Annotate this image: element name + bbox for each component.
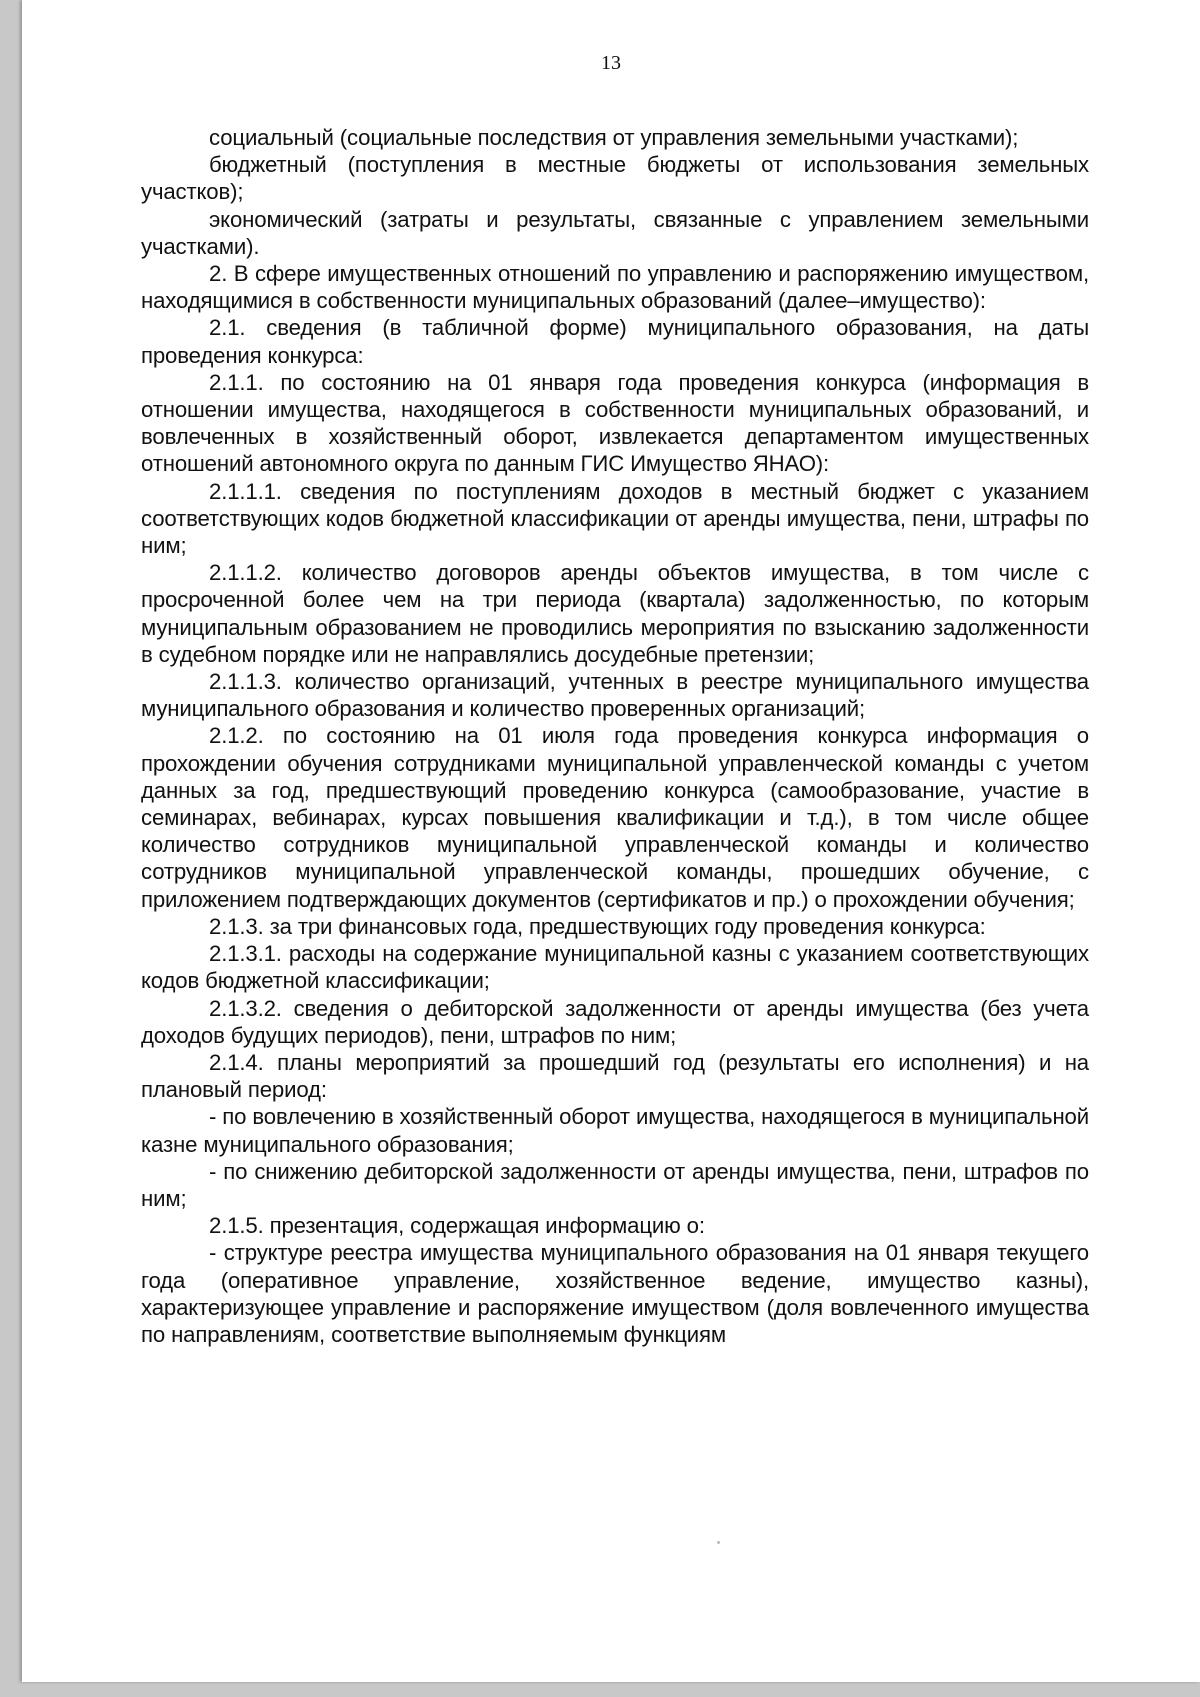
paragraph: 2.1.1.2. количество договоров аренды объектов имущества, в том числе с просроченной более чем на три периода (квартала) задолженностью, по которым муниципальным образованием не проводились мероприятия по взысканию задолженности в судебном порядке или не направлялись досудебные претензии; (141, 560, 1089, 667)
paragraph: - по вовлечению в хозяйственный оборот имущества, находящегося в муниципальной казне муниципального образования; (141, 1104, 1089, 1157)
paragraph: 2.1.3.2. сведения о дебиторской задолженности от аренды имущества (без учета доходов будущих периодов), пени, штрафов по ним; (141, 995, 1089, 1048)
page-number: 13 (601, 52, 621, 74)
document-page (22, 0, 1200, 1682)
paragraph: 2.1.3. за три финансовых года, предшествующих году проведения конкурса: (209, 913, 986, 939)
paragraph: 2.1.5. презентация, содержащая информацию о: (209, 1213, 705, 1239)
paragraph: 2.1.4. планы мероприятий за прошедший год (результаты его исполнения) и на плановый период: (141, 1049, 1089, 1103)
paragraph: 2. В сфере имущественных отношений по управлению и распоряжению имуществом, находящимися в собственности муниципальных образований (далее–имущество): (141, 261, 1089, 314)
paragraph: экономический (затраты и результаты, связанные с управлением земельными участками). (141, 206, 1089, 259)
paragraph: 2.1. сведения (в табличной форме) муниципального образования, на даты проведения конкурса: (141, 315, 1089, 368)
paragraph: 2.1.1.1. сведения по поступлениям доходов в местный бюджет с указанием соответствующих кодов бюджетной классификации от аренды имущества, пени, штрафы по ним; (141, 478, 1089, 559)
paragraph: 2.1.3.1. расходы на содержание муниципальной казны с указанием соответствующих кодов бюджетной классификации; (141, 941, 1089, 994)
document-body (141, 124, 1089, 1348)
paragraph: социальный (социальные последствия от управления земельными участками); (209, 125, 1019, 150)
paragraph: - структуре реестра имущества муниципального образования на 01 января текущего года (оперативное управление, хозяйственное ведение, имущество казны), характеризующее управление и распоряжение имуществом (доля вовлеченного имущества по направлениям, соответствие выполняемым функциям (141, 1240, 1089, 1347)
paragraph: 2.1.1. по состоянию на 01 января года проведения конкурса (информация в отношении имущества, находящегося в собственности муниципальных образований, и вовлеченных в хозяйственный оборот, извлекается департаментом имущественных отношений автономного округа по данным ГИС Имущество ЯНАО): (141, 369, 1089, 477)
paragraph: бюджетный (поступления в местные бюджеты от использования земельных участков); (141, 152, 1089, 205)
paragraph: - по снижению дебиторской задолженности от аренды имущества, пени, штрафов по ним; (141, 1158, 1089, 1211)
scan-speck (717, 1541, 720, 1544)
paragraph: 2.1.1.3. количество организаций, учтенных в реестре муниципального имущества муниципального образования и количество проверенных организаций; (141, 669, 1089, 722)
paragraph: 2.1.2. по состоянию на 01 июля года проведения конкурса информация о прохождении обучения сотрудниками муниципальной управленческой команды с учетом данных за год, предшествующий проведению конкурса (самообразование, участие в семинарах, вебинарах, курсах повышения квалификации и т.д.), в том числе общее количество сотрудников муниципальной управленческой команды и количество сотрудников муниципальной управленческой команды, прошедших обучение, с приложением подтверждающих документов (сертификатов и пр.) о прохождении обучения; (141, 723, 1089, 912)
